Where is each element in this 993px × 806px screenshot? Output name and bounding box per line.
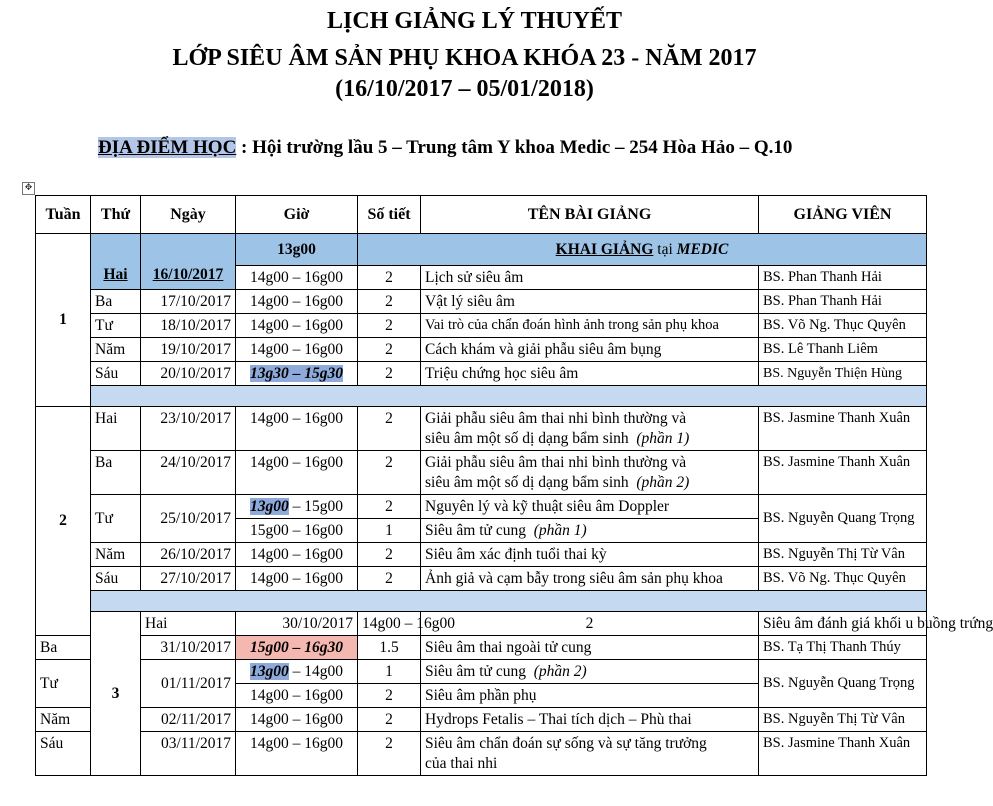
lecture-cell: Ảnh giả và cạm bẫy trong siêu âm sản phụ khoa <box>421 567 759 591</box>
lecturer-cell: BS. Nguyễn Thị Từ Vân <box>759 543 927 567</box>
table-row <box>36 338 927 362</box>
lecture-cell: Lịch sử siêu âm <box>421 266 759 290</box>
periods-cell: 2 <box>358 543 421 567</box>
week-number: 1 <box>36 234 91 407</box>
periods-cell: 2 <box>358 567 421 591</box>
col-header-lecture: TÊN BÀI GIẢNG <box>421 196 759 234</box>
day-cell: Tư <box>91 495 141 543</box>
time-cell <box>236 660 358 684</box>
lecture-cell: Siêu âm xác định tuổi thai kỳ <box>421 543 759 567</box>
periods-cell: 2 <box>358 451 421 495</box>
day-cell: Hai <box>91 407 141 451</box>
time-cell: 15g00 – 16g00 <box>236 519 358 543</box>
location-value: Hội trường lầu 5 – Trung tâm Y khoa Medic – 254 Hòa Hảo – Q.10 <box>252 137 793 158</box>
table-row <box>36 543 927 567</box>
time-cell: 14g00 – 16g00 <box>236 290 358 314</box>
day-cell: Ba <box>91 451 141 495</box>
lecture-line-1: Siêu âm chẩn đoán sự sống và sự tăng trưởng <box>425 734 707 752</box>
time-highlight: 13g00 <box>250 497 289 515</box>
time-cell: 14g00 – 16g00 <box>236 708 358 732</box>
time-cell: 14g00 – 16g00 <box>236 266 358 290</box>
time-rest: – 15g00 <box>288 497 343 515</box>
lecture-line-1: Giải phẫu siêu âm thai nhi bình thường và <box>425 409 687 427</box>
lecture-line-1: Giải phẫu siêu âm thai nhi bình thường và <box>425 453 687 471</box>
opening-day: Hai <box>103 266 128 283</box>
periods-cell: 2 <box>421 612 759 636</box>
time-cell: 14g00 – 16g00 <box>236 732 358 776</box>
lecture-cell <box>421 407 759 451</box>
lecturer-cell: BS. Nguyễn Quang Trọng <box>759 660 927 708</box>
lecturer-cell: BS. Nguyễn Quang Trọng <box>759 495 927 543</box>
lecture-title: Siêu âm tử cung <box>425 521 526 539</box>
week-number: 2 <box>36 407 91 636</box>
lecture-cell: Siêu âm thai ngoài tử cung <box>421 636 759 660</box>
lecture-cell <box>421 732 759 776</box>
date-cell: 31/10/2017 <box>141 636 236 660</box>
date-cell: 30/10/2017 <box>236 612 358 636</box>
day-cell: Năm <box>36 708 91 732</box>
opening-place: MEDIC <box>676 240 729 258</box>
lecture-cell: Triệu chứng học siêu âm <box>421 362 759 386</box>
table-cell <box>141 234 236 290</box>
date-cell: 26/10/2017 <box>141 543 236 567</box>
day-cell: Ba <box>91 290 141 314</box>
lecture-part: (phần 2) <box>636 473 690 491</box>
lecture-part: (phần 1) <box>533 521 587 539</box>
table-row <box>36 314 927 338</box>
lecturer-cell: BS. Jasmine Thanh Xuân <box>759 732 927 776</box>
col-header-lecturer: GIẢNG VIÊN <box>759 196 927 234</box>
lecturer-cell: BS. Võ Ng. Thục Quyên <box>759 314 927 338</box>
periods-cell: 2 <box>358 314 421 338</box>
date-cell: 02/11/2017 <box>141 708 236 732</box>
time-cell <box>236 362 358 386</box>
lecture-part: (phần 2) <box>533 662 587 680</box>
header-row <box>36 196 927 234</box>
lecturer-cell: BS. Võ Ng. Thục Quyên <box>759 567 927 591</box>
table-move-handle-icon[interactable]: ✥ <box>22 182 35 195</box>
lecturer-cell: BS. Lê Thanh Liêm <box>759 338 927 362</box>
col-header-day: Thứ <box>91 196 141 234</box>
date-cell: 19/10/2017 <box>141 338 236 362</box>
title-line-3: (16/10/2017 – 05/01/2018) <box>335 76 594 102</box>
lecture-cell <box>421 519 759 543</box>
week-separator <box>36 591 927 612</box>
periods-cell: 2 <box>358 338 421 362</box>
day-cell: Sáu <box>91 362 141 386</box>
table-row <box>36 362 927 386</box>
schedule-table <box>35 195 993 776</box>
table-row <box>36 451 927 495</box>
periods-cell: 1 <box>358 519 421 543</box>
periods-cell: 2 <box>358 684 421 708</box>
location-separator: : <box>236 137 253 158</box>
lecture-cell: Hydrops Fetalis – Thai tích dịch – Phù thai <box>421 708 759 732</box>
lecturer-cell: BS. Nguyễn Thiện Hùng <box>759 362 927 386</box>
separator-cell <box>91 591 927 612</box>
opening-word: tại <box>657 240 673 258</box>
periods-cell: 2 <box>358 495 421 519</box>
day-cell: Năm <box>91 338 141 362</box>
periods-cell: 1 <box>358 660 421 684</box>
lecture-cell: Vai trò của chẩn đoán hình ảnh trong sản phụ khoa <box>421 314 759 338</box>
lecture-cell: Nguyên lý và kỹ thuật siêu âm Doppler <box>421 495 759 519</box>
table-row <box>36 636 927 660</box>
lecture-cell <box>421 451 759 495</box>
opening-date: 16/10/2017 <box>152 266 224 283</box>
lecture-cell: Siêu âm phần phụ <box>421 684 759 708</box>
time-cell: 14g00 – 16g00 <box>236 407 358 451</box>
day-cell: Sáu <box>36 732 91 776</box>
time-cell: 14g00 – 16g00 <box>236 684 358 708</box>
lecture-line-2: siêu âm một số dị dạng bẩm sinh <box>425 473 629 491</box>
day-cell: Năm <box>91 543 141 567</box>
separator-cell <box>91 386 927 407</box>
time-cell: 14g00 – 16g00 <box>236 338 358 362</box>
table-row <box>36 660 927 684</box>
periods-cell: 2 <box>358 732 421 776</box>
time-rest: – 14g00 <box>288 662 343 680</box>
week-number: 3 <box>91 612 141 776</box>
title-line-2: LỚP SIÊU ÂM SẢN PHỤ KHOA KHÓA 23 - NĂM 2017 <box>172 45 757 71</box>
title-line-1: LỊCH GIẢNG LÝ THUYẾT <box>327 8 622 34</box>
periods-cell: 2 <box>358 407 421 451</box>
lecture-line-2: siêu âm một số dị dạng bẩm sinh <box>425 429 629 447</box>
time-cell: 14g00 – 16g00 <box>358 612 421 636</box>
opening-label: KHAI GIẢNG <box>555 240 654 258</box>
lecturer-cell: BS. Jasmine Thanh Xuân <box>759 407 927 451</box>
lecture-part: (phần 1) <box>636 429 690 447</box>
lecture-cell: Siêu âm đánh giá khối u buồng trứng <box>759 612 927 636</box>
periods-cell: 2 <box>358 290 421 314</box>
lecture-cell: Vật lý siêu âm <box>421 290 759 314</box>
location-label: ĐỊA ĐIỂM HỌC <box>98 137 237 158</box>
location-line <box>98 137 792 159</box>
col-header-time: Giờ <box>236 196 358 234</box>
time-cell <box>236 495 358 519</box>
time-cell: 14g00 – 16g00 <box>236 543 358 567</box>
lecture-title: Siêu âm tử cung <box>425 662 526 680</box>
date-cell: 03/11/2017 <box>141 732 236 776</box>
lecture-cell <box>421 660 759 684</box>
date-cell: 01/11/2017 <box>141 660 236 708</box>
date-cell: 24/10/2017 <box>141 451 236 495</box>
lecturer-cell: BS. Jasmine Thanh Xuân <box>759 451 927 495</box>
col-header-week: Tuần <box>36 196 91 234</box>
periods-cell: 2 <box>358 708 421 732</box>
table-row <box>36 407 927 451</box>
col-header-periods: Số tiết <box>358 196 421 234</box>
day-cell: Tư <box>91 314 141 338</box>
table-cell <box>91 234 141 290</box>
col-header-date: Ngày <box>141 196 236 234</box>
lecturer-cell: BS. Phan Thanh Hải <box>759 266 927 290</box>
lecturer-cell: BS. Tạ Thị Thanh Thúy <box>759 636 927 660</box>
opening-banner <box>358 234 927 266</box>
table-row <box>36 290 927 314</box>
date-cell: 17/10/2017 <box>141 290 236 314</box>
periods-cell: 2 <box>358 362 421 386</box>
periods-cell: 1.5 <box>358 636 421 660</box>
time-cell: 14g00 – 16g00 <box>236 314 358 338</box>
day-cell: Hai <box>141 612 236 636</box>
date-cell: 27/10/2017 <box>141 567 236 591</box>
day-cell: Ba <box>36 636 91 660</box>
lecturer-cell: BS. Nguyễn Thị Từ Vân <box>759 708 927 732</box>
table-row <box>36 612 927 636</box>
table-row <box>36 732 927 776</box>
date-cell: 25/10/2017 <box>141 495 236 543</box>
time-cell: 14g00 – 16g00 <box>236 451 358 495</box>
date-cell: 18/10/2017 <box>141 314 236 338</box>
time-highlight: 13g30 – 15g30 <box>250 364 343 382</box>
day-cell: Tư <box>36 660 91 708</box>
time-highlight: 13g00 <box>250 662 289 680</box>
lecture-cell: Cách khám và giải phẫu siêu âm bụng <box>421 338 759 362</box>
date-cell: 23/10/2017 <box>141 407 236 451</box>
week-separator <box>36 386 927 407</box>
time-cell: 15g00 – 16g30 <box>236 636 358 660</box>
day-cell: Sáu <box>91 567 141 591</box>
lecturer-cell: BS. Phan Thanh Hải <box>759 290 927 314</box>
table-row <box>36 567 927 591</box>
date-cell: 20/10/2017 <box>141 362 236 386</box>
lecture-line-2: của thai nhi <box>425 754 498 772</box>
opening-time: 13g00 <box>236 234 358 266</box>
periods-cell: 2 <box>358 266 421 290</box>
table-row <box>36 495 927 519</box>
table-row <box>36 234 927 266</box>
time-cell: 14g00 – 16g00 <box>236 567 358 591</box>
table-row <box>36 708 927 732</box>
